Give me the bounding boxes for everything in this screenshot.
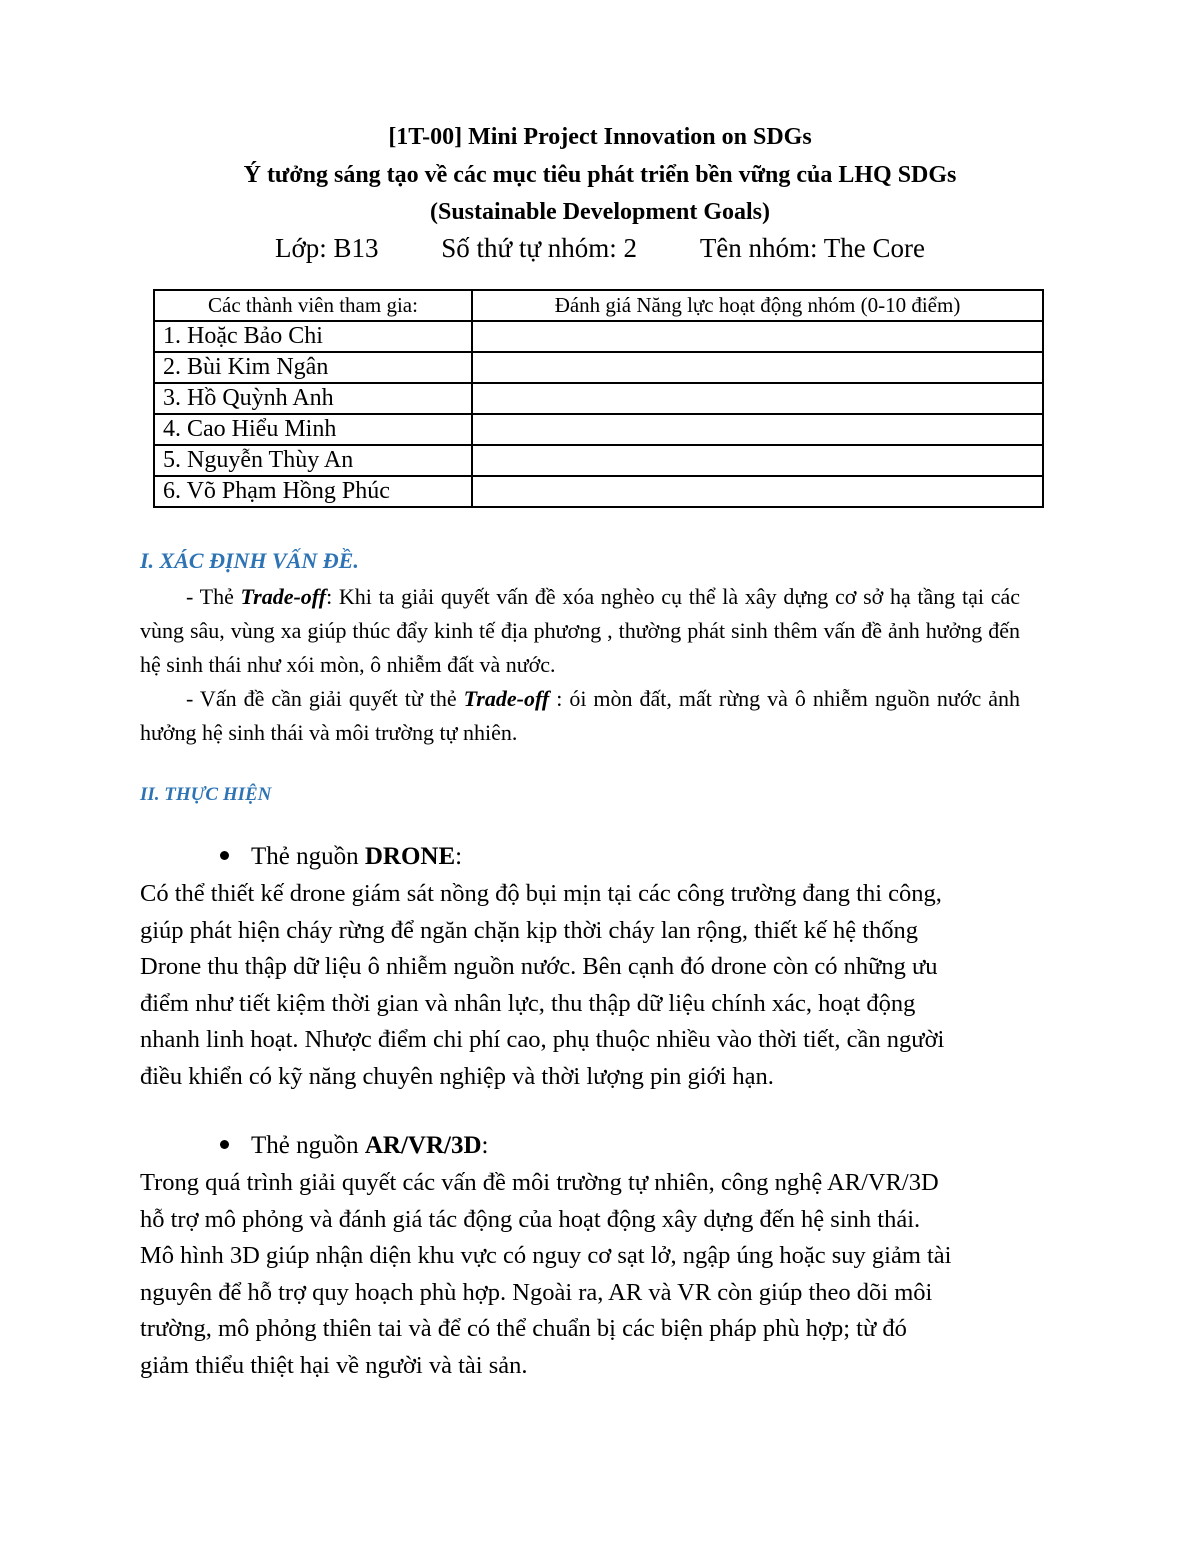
table-header-row (154, 290, 1043, 321)
member-score[interactable] (472, 321, 1043, 352)
score-column-header: Đánh giá Năng lực hoạt động nhóm (0-10 điểm) (472, 290, 1043, 321)
arvr-bullet (220, 1132, 489, 1160)
text-line: trường, mô phỏng thiên tai và để có thể chuẩn bị các biện pháp phù hợp; từ đó (140, 1315, 907, 1342)
drone-bullet (220, 843, 462, 871)
drone-paragraph (140, 876, 1060, 1095)
member-name: 3. Hồ Quỳnh Anh (154, 383, 472, 414)
text-line: Có thể thiết kế drone giám sát nồng độ bụi mịn tại các công trường đang thi công, (140, 880, 942, 907)
table-row (154, 476, 1043, 507)
member-name: 2. Bùi Kim Ngân (154, 352, 472, 383)
member-name: 6. Võ Phạm Hồng Phúc (154, 476, 472, 507)
problem-paragraph-2 (140, 682, 1020, 750)
arvr-label-suffix: : (481, 1132, 489, 1159)
drone-label-bold: DRONE (364, 843, 456, 870)
drone-label-suffix: : (455, 843, 463, 870)
arvr-label-prefix: Thẻ nguồn (251, 1132, 365, 1159)
text-line: Trong quá trình giải quyết các vấn đề môi trường tự nhiên, công nghệ AR/VR/3D (140, 1169, 939, 1196)
text-line: hỗ trợ mô phỏng và đánh giá tác động của hoạt động xây dựng đến hệ sinh thái. (140, 1205, 921, 1233)
text-line: nhanh linh hoạt. Nhược điểm chi phí cao, phụ thuộc nhiều vào thời tiết, cần người (140, 1026, 945, 1053)
trade-off-term: Trade-off (240, 584, 327, 609)
table-row (154, 321, 1043, 352)
table-row (154, 352, 1043, 383)
text-line: giúp phát hiện cháy rừng để ngăn chặn kịp thời cháy lan rộng, thiết kế hệ thống (140, 916, 919, 944)
text-line: Mô hình 3D giúp nhận diện khu vực có nguy cơ sạt lở, ngập úng hoặc suy giảm tài (140, 1242, 952, 1269)
member-name: 1. Hoặc Bảo Chi (154, 321, 472, 352)
bullet-dot-icon (220, 1140, 229, 1149)
arvr-paragraph (140, 1165, 1060, 1384)
table-row (154, 383, 1043, 414)
member-name: 4. Cao Hiểu Minh (154, 414, 472, 445)
document-subtitle: Ý tưởng sáng tạo về các mục tiêu phát triển bền vững của LHQ SDGs (243, 162, 957, 188)
arvr-label-bold: AR/VR/3D (364, 1132, 482, 1159)
text-line: giảm thiểu thiệt hại về người và tài sản. (140, 1351, 528, 1379)
p1-prefix: - Thẻ (186, 584, 241, 609)
document-title: [1T-00] Mini Project Innovation on SDGs (388, 124, 812, 150)
problem-paragraph-1 (140, 580, 1020, 682)
drone-label-prefix: Thẻ nguồn (251, 843, 365, 870)
text-line: điều khiển có kỹ năng chuyên nghiệp và thời lượng pin giới hạn. (140, 1062, 774, 1090)
member-score[interactable] (472, 445, 1043, 476)
group-info (0, 233, 1200, 264)
trade-off-term: Trade-off (463, 686, 550, 711)
member-score[interactable] (472, 476, 1043, 507)
group-name-label: Tên nhóm: The Core (699, 233, 926, 263)
member-score[interactable] (472, 352, 1043, 383)
section-heading-implementation: II. THỰC HIỆN (140, 784, 272, 805)
members-table (153, 289, 1044, 508)
text-line: điểm như tiết kiệm thời gian và nhân lực, thu thập dữ liệu chính xác, hoạt động (140, 989, 916, 1017)
bullet-dot-icon (220, 851, 229, 860)
document-subtitle-english: (Sustainable Development Goals) (429, 199, 770, 225)
table-row (154, 445, 1043, 476)
member-name: 5. Nguyễn Thùy An (154, 445, 472, 476)
member-score[interactable] (472, 414, 1043, 445)
p2-text: : ói mòn đất, mất rừng và ô nhiễm nguồn nước ảnh hưởng hệ sinh thái và môi trường tự nhiên. (140, 686, 1021, 745)
text-line: nguyên để hỗ trợ quy hoạch phù hợp. Ngoài ra, AR và VR còn giúp theo dõi môi (140, 1278, 933, 1306)
p2-prefix: - Vấn đề cần giải quyết từ thẻ (186, 686, 464, 711)
members-column-header: Các thành viên tham gia: (154, 290, 472, 321)
group-number-label: Số thứ tự nhóm: 2 (441, 233, 638, 263)
text-line: Drone thu thập dữ liệu ô nhiễm nguồn nước. Bên cạnh đó drone còn có những ưu (140, 953, 938, 980)
member-score[interactable] (472, 383, 1043, 414)
p1-text: : Khi ta giải quyết vấn đề xóa nghèo cụ thể là xây dựng cơ sở hạ tầng tại các vùng sâu, vùng xa giúp thúc đẩy kinh tế địa phương , thường phát sinh thêm vấn đề ảnh hưởng đến hệ sinh thái như xói mòn, ô nhiễm đất và nước. (140, 584, 1020, 677)
class-label: Lớp: B13 (274, 233, 379, 263)
section-heading-problem: I. XÁC ĐỊNH VẤN ĐỀ. (140, 548, 359, 573)
table-row (154, 414, 1043, 445)
